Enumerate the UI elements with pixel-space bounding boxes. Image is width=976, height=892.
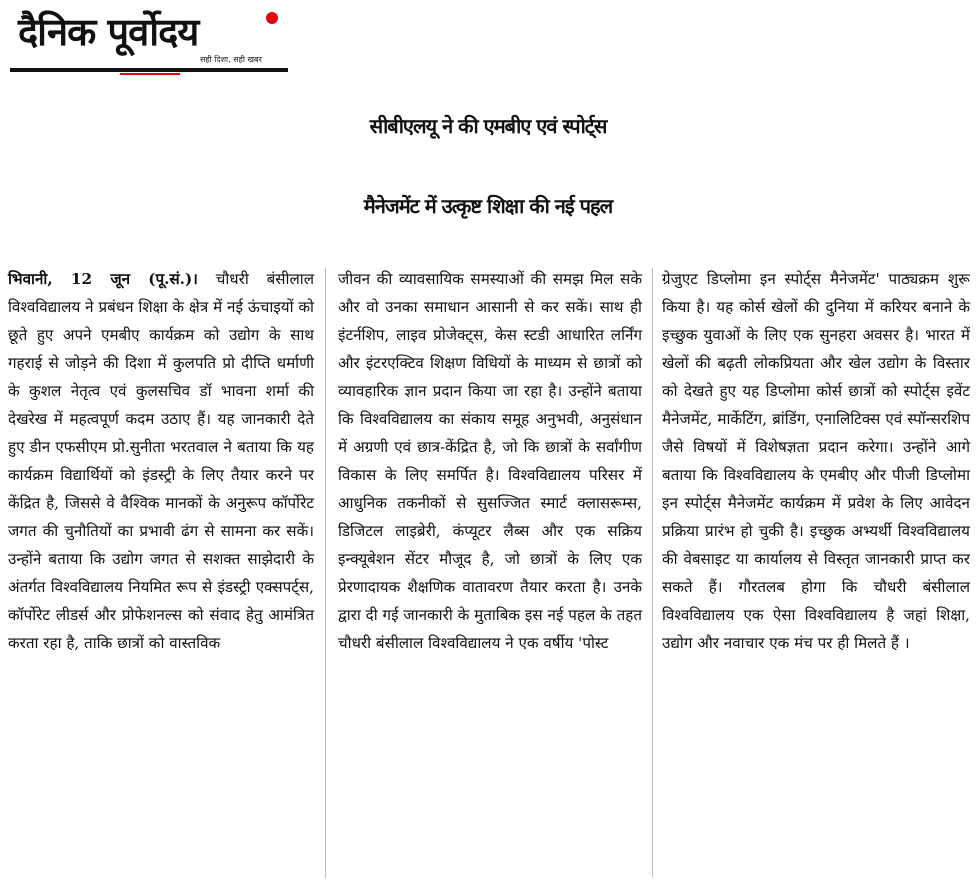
dateline: भिवानी, 12 जून (पू.सं.)। xyxy=(8,270,198,288)
newspaper-name: दैनिक पूर्वोदय xyxy=(18,10,199,54)
headline xyxy=(0,86,976,246)
column-1-text: चौधरी बंसीलाल विश्वविद्यालय ने प्रबंधन शिक्षा के क्षेत्र में नई ऊंचाइयों को छूते हुए अपने एमबीए कार्यक्रम को उद्योग के साथ गहराई से जोड़ने की दिशा में कुलपति प्रो दीप्ति धर्माणी के कुशल नेतृत्व एवं कुलसचिव डॉ भावना शर्मा की देखरेख में महत्वपूर्ण कदम उठाए हैं। यह जानकारी देते हुए डीन एफसीएम प्रो.सुनीता भरतवाल ने बताया कि यह कार्यक्रम विद्यार्थियों को इंडस्ट्री के लिए तैयार करने पर केंद्रित है, जिससे वे वैश्विक मानकों के अनुरूप कॉर्पोरेट जगत की चुनौतियों का प्रभावी ढंग से सामना कर सकें। उन्होंने बताया कि उद्योग जगत से सशक्त साझेदारी के अंतर्गत विश्वविद्यालय नियमित रूप से इंडस्ट्री एक्सपर्ट्स, कॉर्पोरेट लीडर्स और प्रोफेशनल्स को संवाद हेतु आमंत्रित करता रहा है, ताकि छात्रों को वास्तविक xyxy=(8,270,315,652)
newspaper-tagline: सही दिशा, सही खबर xyxy=(200,55,262,64)
headline-line-2: मैनेजमेंट में उत्कृष्ट शिक्षा की नई पहल xyxy=(363,194,613,218)
article-column-1 xyxy=(8,265,314,657)
headline-line-1: सीबीएलयू ने की एमबीए एवं स्पोर्ट्स xyxy=(369,114,607,138)
column-divider xyxy=(325,268,326,878)
masthead-rule xyxy=(10,68,288,72)
article-column-3: ग्रेजुएट डिप्लोमा इन स्पोर्ट्स मैनेजमेंट' पाठ्यक्रम शुरू किया है। यह कोर्स खेलों की दुनिया में करियर बनाने के इच्छुक युवाओं के लिए एक सुनहरा अवसर है। भारत में खेलों की बढ़ती लोकप्रियता और खेल उद्योग के विस्तार को देखते हुए यह डिप्लोमा कोर्स छात्रों को स्पोर्ट्स इवेंट मैनेजमेंट, मार्केटिंग, ब्रांडिंग, एनालिटिक्स एवं स्पॉन्सरशिप जैसे विषयों में विशेषज्ञता प्रदान करेगा। उन्होंने आगे बताया कि विश्वविद्यालय के एमबीए और पीजी डिप्लोमा इन स्पोर्ट्स मैनेजमेंट कार्यक्रम में प्रवेश के लिए आवेदन प्रक्रिया प्रारंभ हो चुकी है। इच्छुक अभ्यर्थी विश्वविद्यालय की वेबसाइट या कार्यालय से विस्तृत जानकारी प्राप्त कर सकते हैं। गौरतलब होगा कि चौधरी बंसीलाल विश्वविद्यालय एक ऐसा विश्वविद्यालय है जहां शिक्षा, उद्योग और नवाचार एक मंच पर ही मिलते हैं । xyxy=(662,270,970,652)
column-divider xyxy=(652,268,653,878)
masthead-red-line xyxy=(120,73,180,75)
newspaper-masthead xyxy=(10,6,288,72)
masthead-red-dot xyxy=(266,12,278,24)
article-column-2: जीवन की व्यावसायिक समस्याओं की समझ मिल सके और वो उनका समाधान आसानी से कर सकें। साथ ही इंटर्नशिप, लाइव प्रोजेक्ट्स, केस स्टडी आधारित लर्निंग और इंटरएक्टिव शिक्षण विधियों के माध्यम से छात्रों को व्यावहारिक ज्ञान प्रदान किया जा रहा है। उन्होंने बताया कि विश्वविद्यालय का संकाय समूह अनुभवी, अनुसंधान में अग्रणी एवं छात्र-केंद्रित है, जो कि छात्रों के सर्वांगीण विकास के लिए समर्पित है। विश्वविद्यालय परिसर में आधुनिक तकनीकों से सुसज्जित स्मार्ट क्लासरूम्स, डिजिटल लाइब्रेरी, कंप्यूटर लैब्स और एक सक्रिय इन्क्यूबेशन सेंटर मौजूद है, जो छात्रों के लिए एक प्रेरणादायक शैक्षणिक वातावरण तैयार करता है। उनके द्वारा दी गई जानकारी के मुताबिक इस नई पहल के तहत चौधरी बंसीलाल विश्वविद्यालय ने एक वर्षीय 'पोस्ट xyxy=(338,270,642,652)
